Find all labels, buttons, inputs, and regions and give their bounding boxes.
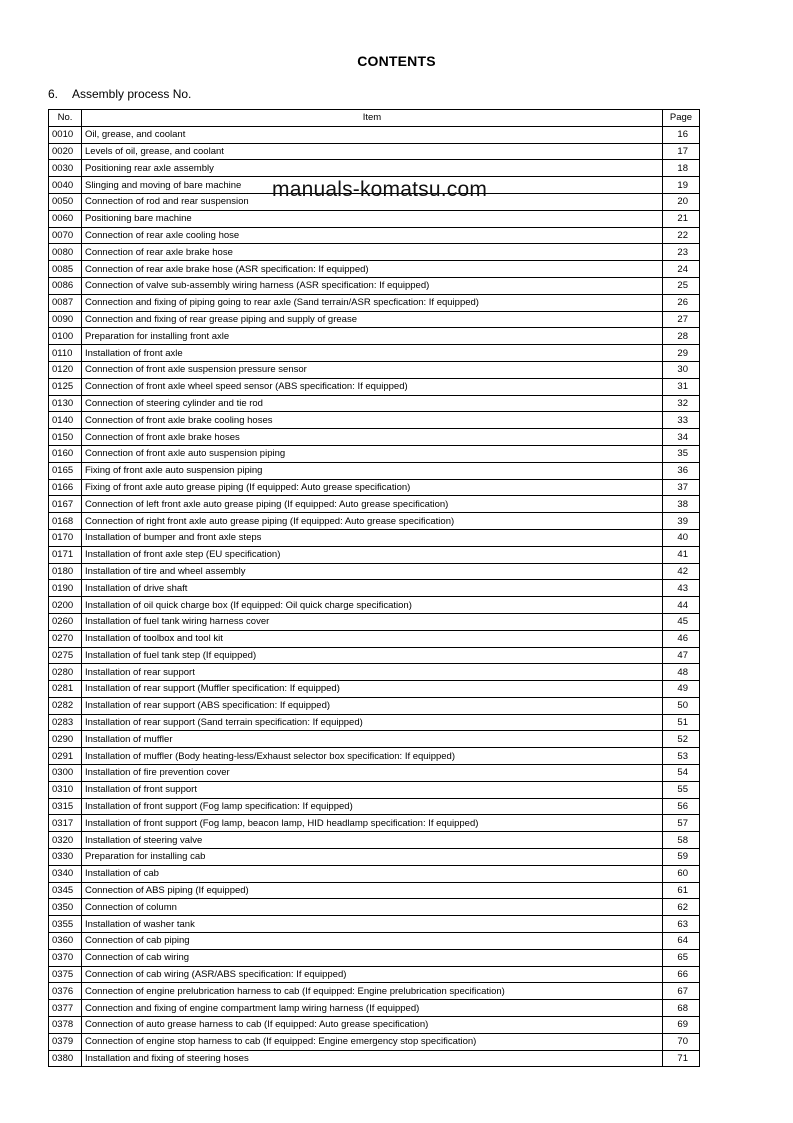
cell-item: Installation of cab <box>82 865 663 882</box>
cell-page: 25 <box>663 277 700 294</box>
table-row <box>49 378 700 395</box>
cell-item: Installation of rear support (ABS specification: If equipped) <box>82 697 663 714</box>
cell-page: 63 <box>663 916 700 933</box>
table-row <box>49 294 700 311</box>
cell-item: Connection of auto grease harness to cab (If equipped: Auto grease specification) <box>82 1017 663 1034</box>
section-heading <box>48 87 191 101</box>
table-row <box>49 445 700 462</box>
cell-no: 0165 <box>49 462 82 479</box>
table-row <box>49 714 700 731</box>
cell-no: 0100 <box>49 328 82 345</box>
cell-item: Installation of fuel tank step (If equipped) <box>82 647 663 664</box>
cell-page: 56 <box>663 798 700 815</box>
cell-no: 0376 <box>49 983 82 1000</box>
table-row <box>49 277 700 294</box>
table-row <box>49 664 700 681</box>
cell-page: 62 <box>663 899 700 916</box>
cell-page: 41 <box>663 546 700 563</box>
cell-item: Connection and fixing of rear grease piping and supply of grease <box>82 311 663 328</box>
table-row <box>49 1000 700 1017</box>
table-row <box>49 613 700 630</box>
cell-item: Installation of rear support (Muffler specification: If equipped) <box>82 681 663 698</box>
cell-no: 0160 <box>49 445 82 462</box>
cell-item: Installation of rear support <box>82 664 663 681</box>
cell-no: 0350 <box>49 899 82 916</box>
table-row <box>49 832 700 849</box>
cell-item: Oil, grease, and coolant <box>82 126 663 143</box>
table-row <box>49 647 700 664</box>
cell-no: 0283 <box>49 714 82 731</box>
cell-page: 23 <box>663 244 700 261</box>
cell-no: 0070 <box>49 227 82 244</box>
cell-item: Connection of front axle brake cooling hoses <box>82 412 663 429</box>
cell-item: Installation of steering valve <box>82 832 663 849</box>
cell-page: 21 <box>663 210 700 227</box>
table-row <box>49 949 700 966</box>
cell-page: 20 <box>663 193 700 210</box>
cell-no: 0315 <box>49 798 82 815</box>
cell-no: 0170 <box>49 529 82 546</box>
cell-page: 34 <box>663 429 700 446</box>
cell-page: 50 <box>663 697 700 714</box>
table-row <box>49 563 700 580</box>
cell-no: 0379 <box>49 1033 82 1050</box>
cell-no: 0086 <box>49 277 82 294</box>
cell-page: 33 <box>663 412 700 429</box>
cell-page: 38 <box>663 496 700 513</box>
cell-no: 0130 <box>49 395 82 412</box>
cell-item: Installation of bumper and front axle steps <box>82 529 663 546</box>
cell-no: 0375 <box>49 966 82 983</box>
cell-page: 44 <box>663 597 700 614</box>
cell-no: 0010 <box>49 126 82 143</box>
cell-item: Connection and fixing of engine compartment lamp wiring harness (If equipped) <box>82 1000 663 1017</box>
table-row <box>49 244 700 261</box>
cell-page: 27 <box>663 311 700 328</box>
table-row <box>49 882 700 899</box>
table-row <box>49 983 700 1000</box>
cell-page: 55 <box>663 781 700 798</box>
table-row <box>49 361 700 378</box>
cell-page: 35 <box>663 445 700 462</box>
table-row <box>49 916 700 933</box>
cell-item: Installation of fire prevention cover <box>82 765 663 782</box>
cell-item: Preparation for installing front axle <box>82 328 663 345</box>
table-row <box>49 529 700 546</box>
cell-no: 0110 <box>49 345 82 362</box>
cell-no: 0275 <box>49 647 82 664</box>
cell-page: 67 <box>663 983 700 1000</box>
cell-item: Connection of cab wiring (ASR/ABS specification: If equipped) <box>82 966 663 983</box>
section-label: Assembly process No. <box>72 87 192 101</box>
table-row <box>49 933 700 950</box>
table-row <box>49 815 700 832</box>
cell-item: Connection of rear axle brake hose (ASR specification: If equipped) <box>82 261 663 278</box>
cell-item: Installation of muffler <box>82 731 663 748</box>
cell-page: 68 <box>663 1000 700 1017</box>
cell-page: 24 <box>663 261 700 278</box>
table-row <box>49 765 700 782</box>
cell-no: 0380 <box>49 1050 82 1067</box>
cell-item: Installation of front support (Fog lamp specification: If equipped) <box>82 798 663 815</box>
cell-no: 0200 <box>49 597 82 614</box>
cell-page: 30 <box>663 361 700 378</box>
cell-item: Connection of front axle wheel speed sensor (ABS specification: If equipped) <box>82 378 663 395</box>
table-row <box>49 462 700 479</box>
cell-page: 46 <box>663 630 700 647</box>
table-row <box>49 697 700 714</box>
cell-no: 0190 <box>49 580 82 597</box>
cell-item: Installation of front axle <box>82 345 663 362</box>
cell-no: 0340 <box>49 865 82 882</box>
cell-item: Installation and fixing of steering hoses <box>82 1050 663 1067</box>
cell-item: Levels of oil, grease, and coolant <box>82 143 663 160</box>
cell-item: Connection of cab piping <box>82 933 663 950</box>
cell-page: 47 <box>663 647 700 664</box>
cell-page: 31 <box>663 378 700 395</box>
cell-page: 39 <box>663 513 700 530</box>
cell-page: 57 <box>663 815 700 832</box>
cell-item: Installation of oil quick charge box (If equipped: Oil quick charge specification) <box>82 597 663 614</box>
cell-item: Connection of steering cylinder and tie rod <box>82 395 663 412</box>
cell-page: 66 <box>663 966 700 983</box>
page-title: CONTENTS <box>357 53 436 69</box>
cell-no: 0166 <box>49 479 82 496</box>
cell-no: 0317 <box>49 815 82 832</box>
cell-page: 16 <box>663 126 700 143</box>
table-row <box>49 1033 700 1050</box>
cell-item: Slinging and moving of bare machine <box>82 177 663 194</box>
table-row <box>49 798 700 815</box>
table-row <box>49 513 700 530</box>
cell-page: 61 <box>663 882 700 899</box>
cell-item: Connection of valve sub-assembly wiring harness (ASR specification: If equipped) <box>82 277 663 294</box>
table-row <box>49 630 700 647</box>
cell-no: 0300 <box>49 765 82 782</box>
cell-no: 0167 <box>49 496 82 513</box>
cell-no: 0085 <box>49 261 82 278</box>
cell-no: 0080 <box>49 244 82 261</box>
cell-item: Connection and fixing of piping going to rear axle (Sand terrain/ASR specfication: If equipped) <box>82 294 663 311</box>
cell-item: Fixing of front axle auto suspension piping <box>82 462 663 479</box>
cell-no: 0168 <box>49 513 82 530</box>
table-row <box>49 849 700 866</box>
cell-no: 0320 <box>49 832 82 849</box>
table-row <box>49 479 700 496</box>
cell-page: 28 <box>663 328 700 345</box>
table-row <box>49 227 700 244</box>
cell-no: 0270 <box>49 630 82 647</box>
cell-no: 0360 <box>49 933 82 950</box>
cell-item: Connection of column <box>82 899 663 916</box>
cell-page: 52 <box>663 731 700 748</box>
cell-item: Connection of engine stop harness to cab (If equipped: Engine emergency stop specification) <box>82 1033 663 1050</box>
cell-page: 69 <box>663 1017 700 1034</box>
cell-no: 0090 <box>49 311 82 328</box>
cell-item: Positioning bare machine <box>82 210 663 227</box>
table-row <box>49 580 700 597</box>
table-row <box>49 311 700 328</box>
cell-no: 0020 <box>49 143 82 160</box>
section-number: 6. <box>48 87 59 101</box>
table-row <box>49 126 700 143</box>
cell-page: 54 <box>663 765 700 782</box>
watermark-text: manuals-komatsu.com <box>272 178 488 201</box>
cell-page: 60 <box>663 865 700 882</box>
table-row <box>49 395 700 412</box>
cell-item: Installation of washer tank <box>82 916 663 933</box>
cell-page: 32 <box>663 395 700 412</box>
cell-no: 0087 <box>49 294 82 311</box>
cell-item: Connection of engine prelubrication harness to cab (If equipped: Engine prelubrication specification) <box>82 983 663 1000</box>
cell-item: Preparation for installing cab <box>82 849 663 866</box>
cell-no: 0310 <box>49 781 82 798</box>
cell-page: 51 <box>663 714 700 731</box>
cell-page: 40 <box>663 529 700 546</box>
table-row <box>49 865 700 882</box>
cell-item: Connection of left front axle auto grease piping (If equipped: Auto grease specification) <box>82 496 663 513</box>
cell-no: 0291 <box>49 748 82 765</box>
cell-no: 0282 <box>49 697 82 714</box>
cell-page: 17 <box>663 143 700 160</box>
cell-page: 18 <box>663 160 700 177</box>
cell-no: 0330 <box>49 849 82 866</box>
cell-page: 64 <box>663 933 700 950</box>
table-row <box>49 328 700 345</box>
table-row <box>49 160 700 177</box>
table-row <box>49 748 700 765</box>
table-row <box>49 966 700 983</box>
cell-item: Installation of tire and wheel assembly <box>82 563 663 580</box>
cell-item: Installation of front support (Fog lamp, beacon lamp, HID headlamp specification: If equipped) <box>82 815 663 832</box>
cell-page: 59 <box>663 849 700 866</box>
cell-no: 0180 <box>49 563 82 580</box>
table-row <box>49 781 700 798</box>
table-row <box>49 143 700 160</box>
table-row <box>49 345 700 362</box>
cell-item: Connection of ABS piping (If equipped) <box>82 882 663 899</box>
table-row <box>49 261 700 278</box>
cell-page: 36 <box>663 462 700 479</box>
cell-no: 0030 <box>49 160 82 177</box>
table-row <box>49 496 700 513</box>
cell-no: 0050 <box>49 193 82 210</box>
cell-item: Connection of rear axle cooling hose <box>82 227 663 244</box>
cell-item: Connection of cab wiring <box>82 949 663 966</box>
header-item: Item <box>82 110 663 127</box>
cell-item: Positioning rear axle assembly <box>82 160 663 177</box>
cell-no: 0355 <box>49 916 82 933</box>
cell-page: 26 <box>663 294 700 311</box>
cell-item: Connection of front axle brake hoses <box>82 429 663 446</box>
cell-no: 0370 <box>49 949 82 966</box>
cell-no: 0150 <box>49 429 82 446</box>
cell-item: Connection of right front axle auto grease piping (If equipped: Auto grease specification) <box>82 513 663 530</box>
table-row <box>49 210 700 227</box>
cell-item: Installation of front axle step (EU specification) <box>82 546 663 563</box>
table-row <box>49 731 700 748</box>
table-header-row <box>49 110 700 127</box>
cell-item: Connection of rod and rear suspension <box>82 193 663 210</box>
cell-item: Installation of fuel tank wiring harness cover <box>82 613 663 630</box>
cell-page: 22 <box>663 227 700 244</box>
cell-no: 0281 <box>49 681 82 698</box>
cell-page: 48 <box>663 664 700 681</box>
cell-page: 19 <box>663 177 700 194</box>
table-row <box>49 412 700 429</box>
cell-page: 53 <box>663 748 700 765</box>
cell-item: Connection of rear axle brake hose <box>82 244 663 261</box>
cell-page: 58 <box>663 832 700 849</box>
cell-item: Installation of rear support (Sand terrain specification: If equipped) <box>82 714 663 731</box>
cell-no: 0060 <box>49 210 82 227</box>
cell-no: 0125 <box>49 378 82 395</box>
cell-item: Connection of front axle auto suspension piping <box>82 445 663 462</box>
cell-no: 0280 <box>49 664 82 681</box>
cell-page: 37 <box>663 479 700 496</box>
cell-item: Installation of muffler (Body heating-less/Exhaust selector box specification: If equipped) <box>82 748 663 765</box>
cell-item: Connection of front axle suspension pressure sensor <box>82 361 663 378</box>
header-page: Page <box>663 110 700 127</box>
cell-no: 0140 <box>49 412 82 429</box>
cell-page: 43 <box>663 580 700 597</box>
cell-no: 0378 <box>49 1017 82 1034</box>
cell-page: 49 <box>663 681 700 698</box>
cell-no: 0377 <box>49 1000 82 1017</box>
cell-item: Installation of toolbox and tool kit <box>82 630 663 647</box>
cell-page: 42 <box>663 563 700 580</box>
table-row <box>49 546 700 563</box>
cell-item: Installation of front support <box>82 781 663 798</box>
cell-page: 29 <box>663 345 700 362</box>
cell-item: Installation of drive shaft <box>82 580 663 597</box>
cell-no: 0171 <box>49 546 82 563</box>
table-row <box>49 899 700 916</box>
cell-page: 70 <box>663 1033 700 1050</box>
table-row <box>49 429 700 446</box>
table-row <box>49 681 700 698</box>
cell-no: 0260 <box>49 613 82 630</box>
cell-no: 0290 <box>49 731 82 748</box>
contents-table <box>48 109 700 1067</box>
cell-no: 0040 <box>49 177 82 194</box>
table-row <box>49 597 700 614</box>
table-row <box>49 1050 700 1067</box>
cell-no: 0345 <box>49 882 82 899</box>
cell-page: 65 <box>663 949 700 966</box>
cell-no: 0120 <box>49 361 82 378</box>
cell-page: 71 <box>663 1050 700 1067</box>
cell-page: 45 <box>663 613 700 630</box>
table-row <box>49 1017 700 1034</box>
cell-item: Fixing of front axle auto grease piping (If equipped: Auto grease specification) <box>82 479 663 496</box>
header-no: No. <box>49 110 82 127</box>
